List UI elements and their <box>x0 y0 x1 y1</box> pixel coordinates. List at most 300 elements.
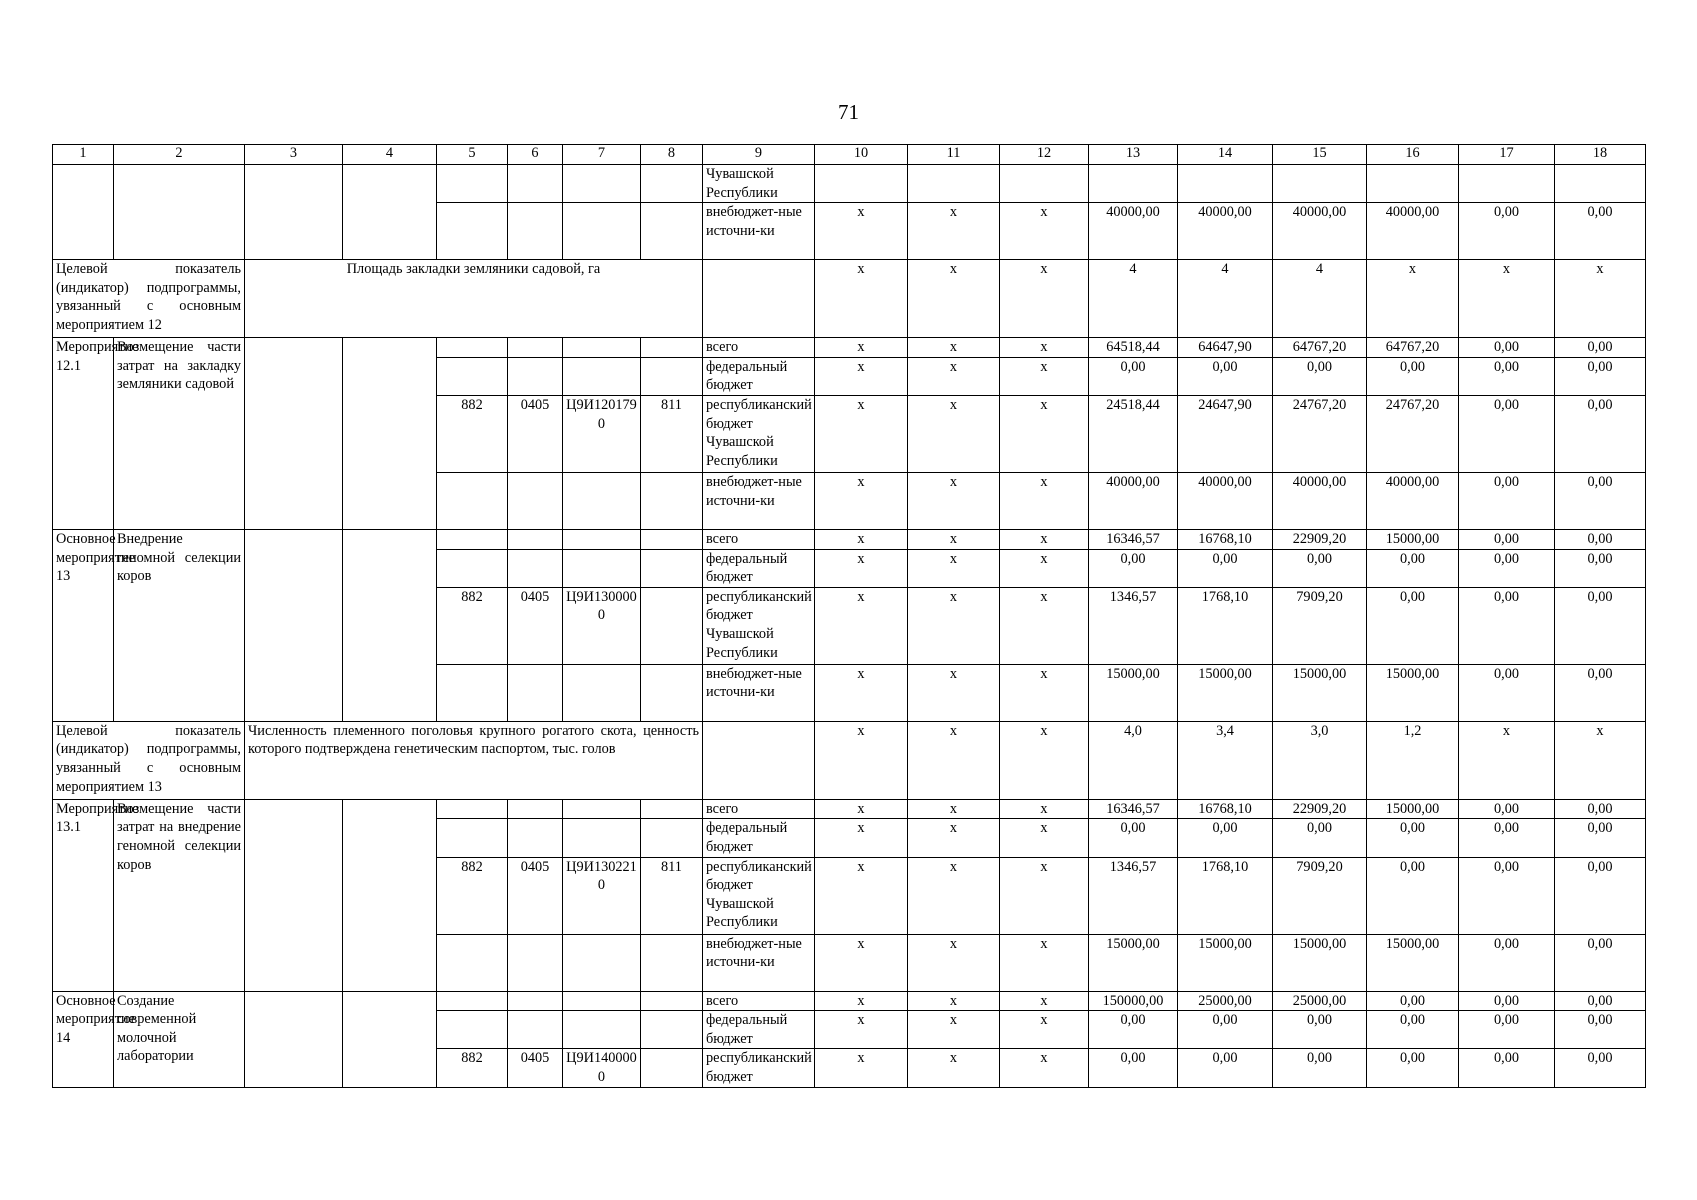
cell-value: х <box>1555 260 1646 338</box>
cell-value: 0,00 <box>1555 1011 1646 1049</box>
cell-empty <box>53 165 114 260</box>
cell-empty <box>815 165 908 203</box>
cell-empty <box>563 819 641 857</box>
cell-x: х <box>908 203 1000 260</box>
cell-empty <box>437 203 508 260</box>
col-header: 7 <box>563 145 641 165</box>
cell-empty <box>437 991 508 1011</box>
cell-empty <box>641 587 703 664</box>
cell-x: х <box>815 472 908 529</box>
cell-value: 0,00 <box>1555 587 1646 664</box>
cell-x: х <box>815 395 908 472</box>
cell-value: 40000,00 <box>1273 472 1367 529</box>
target-article-code: Ц9И1302210 <box>563 857 641 934</box>
cell-empty <box>437 799 508 819</box>
cell-empty <box>563 338 641 358</box>
cell-value: 0,00 <box>1273 1011 1367 1049</box>
cell-empty <box>1273 165 1367 203</box>
cell-value: 0,00 <box>1367 857 1459 934</box>
col-header: 9 <box>703 145 815 165</box>
cell-empty <box>437 934 508 991</box>
cell-value: 40000,00 <box>1367 203 1459 260</box>
indicator-label: Целевой показатель (индикатор) подпрограммы, увязанный с основным мероприятием 12 <box>53 260 245 338</box>
cell-value: 0,00 <box>1459 1011 1555 1049</box>
cell-empty <box>437 165 508 203</box>
cell-value: 16346,57 <box>1089 799 1178 819</box>
cell-empty <box>437 549 508 587</box>
cell-value: 15000,00 <box>1273 934 1367 991</box>
page-number: 71 <box>838 100 859 124</box>
cell-value: х <box>1459 260 1555 338</box>
cell-value: 0,00 <box>1459 857 1555 934</box>
indicator-row <box>53 721 1646 799</box>
cell-empty <box>641 991 703 1011</box>
grbs-code: 882 <box>437 857 508 934</box>
col-header: 3 <box>245 145 343 165</box>
indicator-label: Целевой показатель (индикатор) подпрограммы, увязанный с основным мероприятием 13 <box>53 721 245 799</box>
cell-value: 3,4 <box>1178 721 1273 799</box>
funding-source: федеральный бюджет <box>703 549 815 587</box>
cell-value: 64767,20 <box>1367 338 1459 358</box>
cell-empty <box>437 664 508 721</box>
cell-x: х <box>1000 934 1089 991</box>
cell-empty <box>343 799 437 991</box>
cell-x: х <box>908 357 1000 395</box>
cell-empty <box>641 664 703 721</box>
col-header: 17 <box>1459 145 1555 165</box>
funding-source: Чувашской Республики <box>703 165 815 203</box>
cell-x: х <box>1000 338 1089 358</box>
funding-source: всего <box>703 338 815 358</box>
section-code: 0405 <box>508 395 563 472</box>
cell-value: 0,00 <box>1459 1049 1555 1087</box>
cell-empty <box>563 529 641 549</box>
measure-description: Создание современной молочной лаборатории <box>114 991 245 1087</box>
cell-value: 0,00 <box>1459 587 1555 664</box>
cell-empty <box>508 549 563 587</box>
cell-empty <box>1459 165 1555 203</box>
cell-value: 24518,44 <box>1089 395 1178 472</box>
cell-value: 0,00 <box>1555 664 1646 721</box>
cell-empty <box>437 819 508 857</box>
cell-empty <box>343 338 437 530</box>
col-header: 8 <box>641 145 703 165</box>
cell-x: х <box>908 934 1000 991</box>
cell-empty <box>343 991 437 1087</box>
cell-value: 15000,00 <box>1089 934 1178 991</box>
target-article-code: Ц9И1201790 <box>563 395 641 472</box>
cell-value: 15000,00 <box>1367 799 1459 819</box>
cell-x: х <box>815 1049 908 1087</box>
cell-empty <box>641 934 703 991</box>
target-article-code: Ц9И1400000 <box>563 1049 641 1087</box>
col-header: 5 <box>437 145 508 165</box>
cell-empty <box>563 357 641 395</box>
cell-x: х <box>1000 529 1089 549</box>
cell-value: 1768,10 <box>1178 587 1273 664</box>
cell-x: х <box>1000 721 1089 799</box>
cell-value: 0,00 <box>1089 549 1178 587</box>
col-header: 14 <box>1178 145 1273 165</box>
cell-empty <box>508 819 563 857</box>
cell-x: х <box>908 587 1000 664</box>
cell-value: 0,00 <box>1367 819 1459 857</box>
cell-value: 0,00 <box>1555 529 1646 549</box>
cell-x: х <box>1000 587 1089 664</box>
cell-empty <box>908 165 1000 203</box>
cell-value: 22909,20 <box>1273 529 1367 549</box>
cell-value: 4,0 <box>1089 721 1178 799</box>
cell-value: 0,00 <box>1555 857 1646 934</box>
cell-value: 24647,90 <box>1178 395 1273 472</box>
cell-x: х <box>908 799 1000 819</box>
cell-value: 15000,00 <box>1178 934 1273 991</box>
cell-value: 0,00 <box>1555 472 1646 529</box>
cell-empty <box>508 991 563 1011</box>
cell-value: 0,00 <box>1555 799 1646 819</box>
cell-value: 16346,57 <box>1089 529 1178 549</box>
cell-empty <box>343 165 437 260</box>
cell-x: х <box>815 799 908 819</box>
cell-x: х <box>1000 991 1089 1011</box>
cell-empty <box>641 529 703 549</box>
cell-value: х <box>1367 260 1459 338</box>
cell-x: х <box>815 664 908 721</box>
cell-x: х <box>815 549 908 587</box>
cell-empty <box>641 1049 703 1087</box>
cell-empty <box>1089 165 1178 203</box>
col-header: 12 <box>1000 145 1089 165</box>
table-row <box>53 165 1646 203</box>
indicator-row <box>53 260 1646 338</box>
cell-empty <box>437 1011 508 1049</box>
cell-value: 0,00 <box>1089 1049 1178 1087</box>
measure-description: Возмещение части затрат на закладку земляники садовой <box>114 338 245 530</box>
cell-x: х <box>1000 260 1089 338</box>
cell-value: 0,00 <box>1273 549 1367 587</box>
cell-empty <box>563 664 641 721</box>
cell-empty <box>641 165 703 203</box>
cell-empty <box>343 529 437 721</box>
cell-empty <box>1000 165 1089 203</box>
table-row <box>53 529 1646 549</box>
cell-x: х <box>1000 357 1089 395</box>
funding-source: внебюджет-ные источни-ки <box>703 664 815 721</box>
cell-value: 15000,00 <box>1178 664 1273 721</box>
cell-value: 0,00 <box>1459 664 1555 721</box>
cell-value: 0,00 <box>1367 357 1459 395</box>
cell-empty <box>641 1011 703 1049</box>
cell-value: 0,00 <box>1555 934 1646 991</box>
cell-value: 0,00 <box>1459 819 1555 857</box>
cell-empty <box>508 1011 563 1049</box>
funding-source: федеральный бюджет <box>703 819 815 857</box>
cell-x: х <box>815 721 908 799</box>
cell-value: 15000,00 <box>1367 934 1459 991</box>
funding-source: федеральный бюджет <box>703 357 815 395</box>
cell-empty <box>437 529 508 549</box>
budget-table <box>52 144 1646 1088</box>
col-header: 15 <box>1273 145 1367 165</box>
cell-value: 150000,00 <box>1089 991 1178 1011</box>
table-row <box>53 799 1646 819</box>
cell-x: х <box>908 395 1000 472</box>
cell-value: 0,00 <box>1273 1049 1367 1087</box>
col-header: 1 <box>53 145 114 165</box>
cell-x: х <box>1000 472 1089 529</box>
cell-x: х <box>1000 1049 1089 1087</box>
cell-value: 0,00 <box>1555 819 1646 857</box>
cell-empty <box>1178 165 1273 203</box>
col-header: 11 <box>908 145 1000 165</box>
funding-source: республиканский бюджет Чувашской Республики <box>703 857 815 934</box>
cell-value: 0,00 <box>1459 338 1555 358</box>
cell-x: х <box>1000 203 1089 260</box>
cell-value: 40000,00 <box>1089 472 1178 529</box>
cell-value: 0,00 <box>1459 549 1555 587</box>
cell-value: 0,00 <box>1089 1011 1178 1049</box>
col-header: 2 <box>114 145 245 165</box>
funding-source: республиканский бюджет <box>703 1049 815 1087</box>
grbs-code: 882 <box>437 1049 508 1087</box>
cell-value: 15000,00 <box>1367 529 1459 549</box>
col-header: 6 <box>508 145 563 165</box>
cell-value: 1,2 <box>1367 721 1459 799</box>
cell-value: 0,00 <box>1459 395 1555 472</box>
funding-source: внебюджет-ные источни-ки <box>703 934 815 991</box>
cell-empty <box>437 472 508 529</box>
cell-empty <box>508 472 563 529</box>
cell-empty <box>641 472 703 529</box>
cell-value: 4 <box>1273 260 1367 338</box>
cell-x: х <box>1000 857 1089 934</box>
cell-value: 0,00 <box>1555 549 1646 587</box>
cell-x: х <box>815 1011 908 1049</box>
cell-x: х <box>908 472 1000 529</box>
grbs-code: 882 <box>437 587 508 664</box>
cell-value: 15000,00 <box>1089 664 1178 721</box>
cell-value: 0,00 <box>1459 529 1555 549</box>
cell-empty <box>703 260 815 338</box>
cell-value: 0,00 <box>1367 587 1459 664</box>
cell-value: 0,00 <box>1459 934 1555 991</box>
cell-x: х <box>908 338 1000 358</box>
cell-empty <box>563 1011 641 1049</box>
cell-value: 0,00 <box>1555 395 1646 472</box>
cell-x: х <box>908 1011 1000 1049</box>
measure-name: Мероприятие 12.1 <box>53 338 114 530</box>
measure-description: Возмещение части затрат на внедрение геномной селекции коров <box>114 799 245 991</box>
indicator-text: Площадь закладки земляники садовой, га <box>245 260 703 338</box>
cell-x: х <box>1000 395 1089 472</box>
cell-x: х <box>815 991 908 1011</box>
cell-value: 0,00 <box>1178 1011 1273 1049</box>
cell-value: 0,00 <box>1367 549 1459 587</box>
cell-value: 0,00 <box>1089 357 1178 395</box>
cell-value: 1768,10 <box>1178 857 1273 934</box>
cell-x: х <box>908 721 1000 799</box>
cell-x: х <box>815 357 908 395</box>
cell-value: 0,00 <box>1178 357 1273 395</box>
table-row <box>53 338 1646 358</box>
cell-x: х <box>1000 799 1089 819</box>
cell-value: 64767,20 <box>1273 338 1367 358</box>
cell-value: 40000,00 <box>1367 472 1459 529</box>
cell-empty <box>641 549 703 587</box>
cell-empty <box>245 165 343 260</box>
cell-value: 0,00 <box>1273 819 1367 857</box>
cell-value: 0,00 <box>1555 991 1646 1011</box>
cell-x: х <box>815 587 908 664</box>
cell-value: 0,00 <box>1367 1011 1459 1049</box>
col-header: 10 <box>815 145 908 165</box>
cell-x: х <box>815 529 908 549</box>
cell-x: х <box>908 819 1000 857</box>
expense-type-code: 811 <box>641 857 703 934</box>
cell-value: 40000,00 <box>1089 203 1178 260</box>
section-code: 0405 <box>508 587 563 664</box>
cell-x: х <box>1000 1011 1089 1049</box>
cell-empty <box>563 991 641 1011</box>
cell-empty <box>245 529 343 721</box>
funding-source: республиканский бюджет Чувашской Республики <box>703 587 815 664</box>
cell-value: 25000,00 <box>1178 991 1273 1011</box>
cell-empty <box>641 819 703 857</box>
cell-empty <box>508 934 563 991</box>
cell-x: х <box>815 857 908 934</box>
cell-empty <box>563 549 641 587</box>
section-code: 0405 <box>508 857 563 934</box>
cell-value: 15000,00 <box>1367 664 1459 721</box>
funding-source: всего <box>703 991 815 1011</box>
table-row <box>53 991 1646 1011</box>
cell-empty <box>245 338 343 530</box>
cell-x: х <box>908 857 1000 934</box>
cell-value: 64647,90 <box>1178 338 1273 358</box>
cell-x: х <box>908 664 1000 721</box>
cell-value: 0,00 <box>1555 203 1646 260</box>
cell-value: 0,00 <box>1459 991 1555 1011</box>
cell-value: 25000,00 <box>1273 991 1367 1011</box>
cell-x: х <box>908 549 1000 587</box>
cell-x: х <box>815 819 908 857</box>
cell-empty <box>114 165 245 260</box>
funding-source: республиканский бюджет Чувашской Республики <box>703 395 815 472</box>
cell-value: 7909,20 <box>1273 587 1367 664</box>
cell-empty <box>508 799 563 819</box>
cell-empty <box>508 664 563 721</box>
cell-empty <box>508 165 563 203</box>
cell-value: 0,00 <box>1089 819 1178 857</box>
cell-x: х <box>908 1049 1000 1087</box>
grbs-code: 882 <box>437 395 508 472</box>
column-header-row <box>53 145 1646 165</box>
cell-value: 1346,57 <box>1089 857 1178 934</box>
cell-empty <box>437 338 508 358</box>
expense-type-code: 811 <box>641 395 703 472</box>
cell-empty <box>245 799 343 991</box>
col-header: 13 <box>1089 145 1178 165</box>
cell-value: х <box>1555 721 1646 799</box>
cell-value: х <box>1459 721 1555 799</box>
cell-empty <box>641 357 703 395</box>
cell-value: 0,00 <box>1459 472 1555 529</box>
indicator-text: Численность племенного поголовья крупного рогатого скота, ценность которого подтверждена генетическим паспортом, тыс. голов <box>245 721 703 799</box>
cell-value: 0,00 <box>1555 357 1646 395</box>
cell-value: 0,00 <box>1459 357 1555 395</box>
measure-name: Основное мероприятие 13 <box>53 529 114 721</box>
cell-x: х <box>815 338 908 358</box>
cell-empty <box>563 203 641 260</box>
section-code: 0405 <box>508 1049 563 1087</box>
measure-name: Основное мероприятие 14 <box>53 991 114 1087</box>
cell-x: х <box>908 529 1000 549</box>
cell-value: 0,00 <box>1273 357 1367 395</box>
cell-empty <box>437 357 508 395</box>
cell-empty <box>563 165 641 203</box>
cell-empty <box>1555 165 1646 203</box>
cell-x: х <box>815 203 908 260</box>
cell-value: 16768,10 <box>1178 529 1273 549</box>
cell-empty <box>641 203 703 260</box>
funding-source: всего <box>703 529 815 549</box>
cell-empty <box>641 799 703 819</box>
cell-value: 64518,44 <box>1089 338 1178 358</box>
funding-source: внебюджет-ные источни-ки <box>703 203 815 260</box>
col-header: 18 <box>1555 145 1646 165</box>
funding-source: всего <box>703 799 815 819</box>
cell-empty <box>1367 165 1459 203</box>
cell-empty <box>245 991 343 1087</box>
cell-empty <box>563 934 641 991</box>
cell-x: х <box>1000 819 1089 857</box>
cell-value: 0,00 <box>1459 799 1555 819</box>
cell-value: 1346,57 <box>1089 587 1178 664</box>
cell-value: 40000,00 <box>1178 472 1273 529</box>
cell-value: 0,00 <box>1178 549 1273 587</box>
cell-empty <box>508 357 563 395</box>
col-header: 16 <box>1367 145 1459 165</box>
cell-value: 0,00 <box>1178 1049 1273 1087</box>
cell-empty <box>508 203 563 260</box>
cell-empty <box>563 472 641 529</box>
cell-empty <box>641 338 703 358</box>
measure-description: Внедрение геномной селекции коров <box>114 529 245 721</box>
cell-empty <box>508 338 563 358</box>
funding-source: федеральный бюджет <box>703 1011 815 1049</box>
cell-x: х <box>1000 664 1089 721</box>
cell-value: 24767,20 <box>1367 395 1459 472</box>
cell-x: х <box>908 991 1000 1011</box>
cell-value: 16768,10 <box>1178 799 1273 819</box>
cell-empty <box>703 721 815 799</box>
target-article-code: Ц9И1300000 <box>563 587 641 664</box>
cell-value: 15000,00 <box>1273 664 1367 721</box>
funding-source: внебюджет-ные источни-ки <box>703 472 815 529</box>
cell-value: 3,0 <box>1273 721 1367 799</box>
cell-value: 0,00 <box>1459 203 1555 260</box>
cell-empty <box>563 799 641 819</box>
cell-value: 0,00 <box>1367 1049 1459 1087</box>
cell-value: 4 <box>1178 260 1273 338</box>
cell-value: 4 <box>1089 260 1178 338</box>
cell-value: 40000,00 <box>1178 203 1273 260</box>
cell-empty <box>508 529 563 549</box>
cell-x: х <box>1000 549 1089 587</box>
cell-value: 0,00 <box>1367 991 1459 1011</box>
cell-x: х <box>815 260 908 338</box>
cell-x: х <box>815 934 908 991</box>
